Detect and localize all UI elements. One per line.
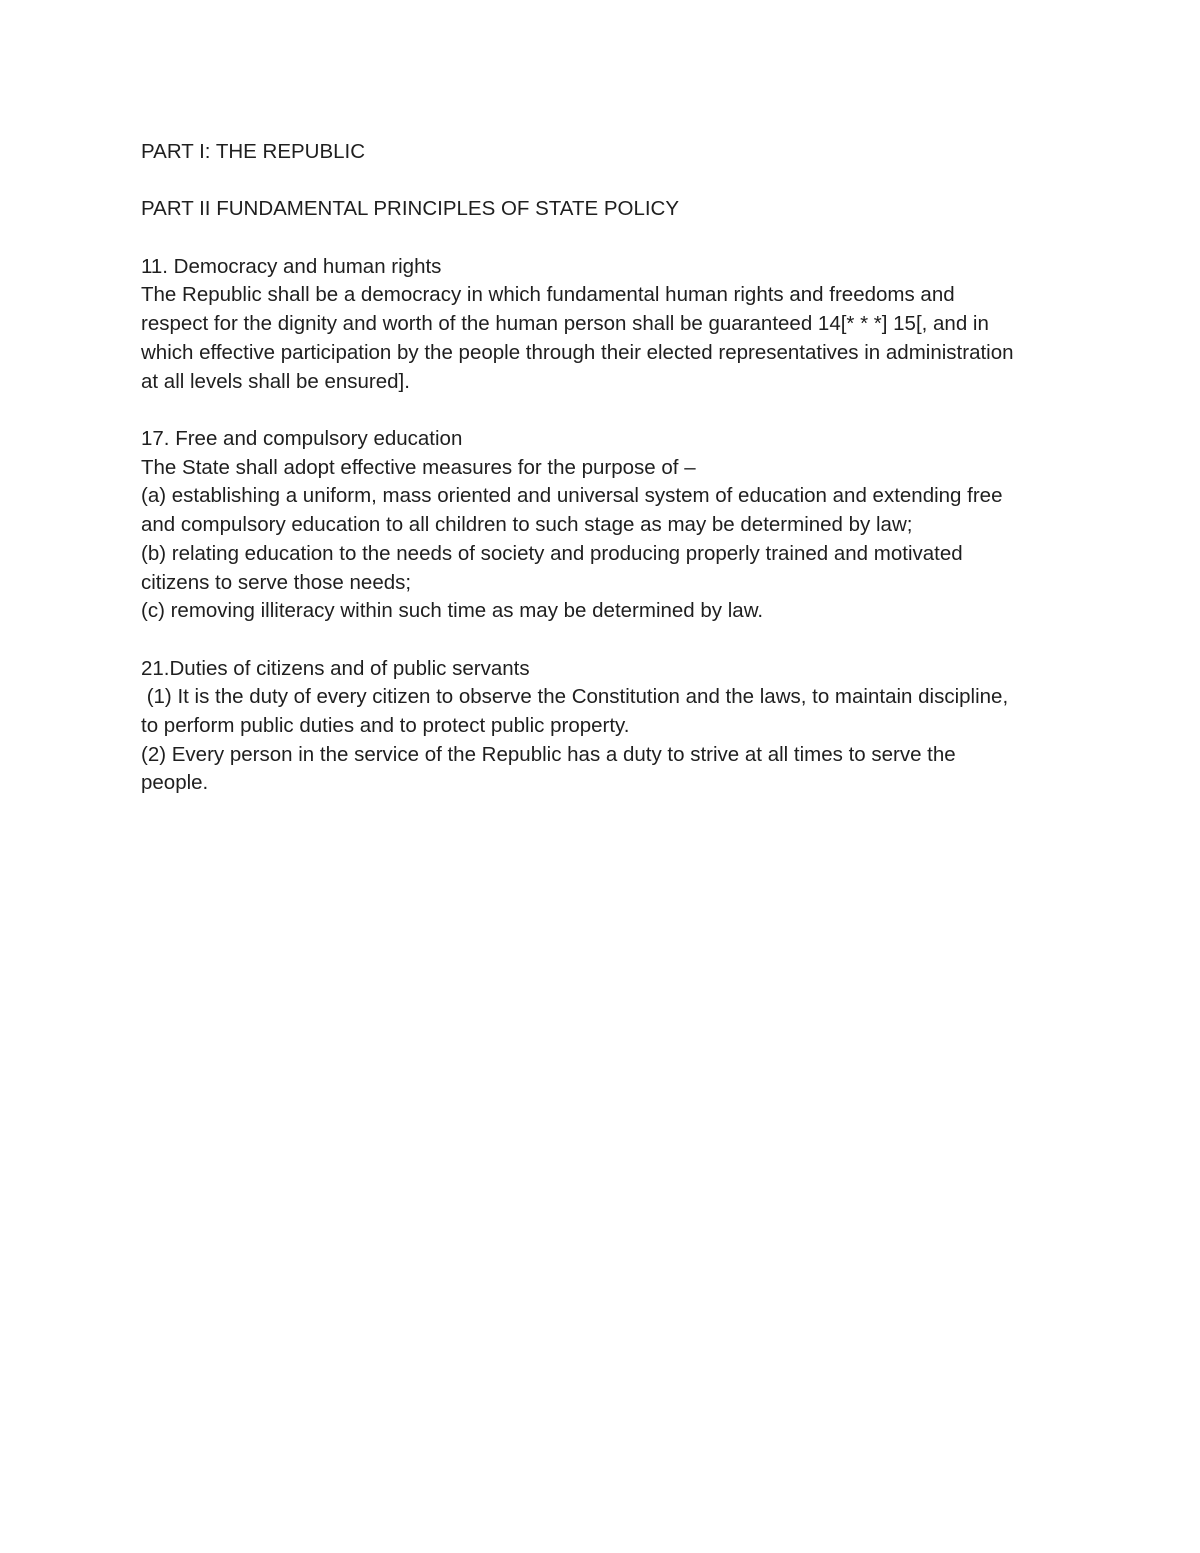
spacer	[141, 167, 1066, 196]
spacer	[141, 396, 1066, 425]
article-21-line: to perform public duties and to protect public property.	[141, 714, 630, 737]
article-17-line: (b) relating education to the needs of society and producing properly trained and motivated	[141, 541, 963, 565]
article-21-title: 21.Duties of citizens and of public servants	[141, 656, 530, 680]
article-17-line: (c) removing illiteracy within such time as may be determined by law.	[141, 599, 764, 623]
document-body	[141, 138, 1066, 798]
article-17-line: (a) establishing a uniform, mass oriented and universal system of education and extending free	[141, 484, 1003, 508]
article-21-line: (2) Every person in the service of the Republic has a duty to strive at all times to serve the	[141, 742, 956, 766]
article-11-line: at all levels shall be ensured].	[141, 369, 410, 393]
part2-heading: PART II FUNDAMENTAL PRINCIPLES OF STATE POLICY	[141, 197, 680, 221]
article-17-title: 17. Free and compulsory education	[141, 426, 463, 450]
spacer	[141, 626, 1066, 655]
article-11-line: which effective participation by the people through their elected representatives in administration	[141, 340, 1014, 364]
article-11-line: The Republic shall be a democracy in which fundamental human rights and freedoms and	[141, 283, 955, 307]
article-17-line: and compulsory education to all children to such stage as may be determined by law;	[141, 513, 913, 537]
article-11-section	[141, 253, 1066, 397]
article-17-line: citizens to serve those needs;	[141, 570, 412, 594]
article-17-section	[141, 425, 1066, 626]
spacer	[141, 224, 1066, 253]
article-21-line: (1) It is the duty of every citizen to observe the Constitution and the laws, to maintain discipline,	[141, 685, 1009, 709]
part1-heading: PART I: THE REPUBLIC	[141, 140, 366, 163]
article-21-line: people.	[141, 771, 209, 795]
article-11-title: 11. Democracy and human rights	[141, 254, 442, 278]
article-21-section	[141, 655, 1066, 799]
article-11-line: respect for the dignity and worth of the human person shall be guaranteed 14[* * *] 15[, and in	[141, 312, 989, 336]
article-17-line: The State shall adopt effective measures for the purpose of –	[141, 455, 696, 479]
